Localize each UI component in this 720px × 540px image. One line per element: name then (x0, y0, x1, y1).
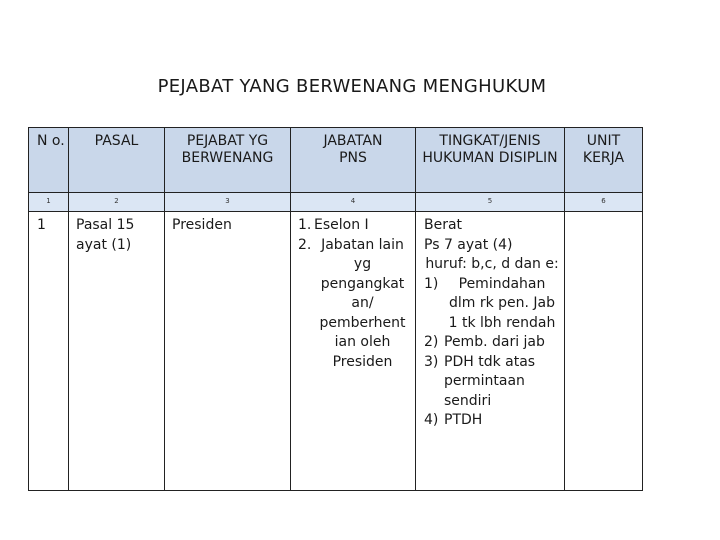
header-pasal: PASAL (94, 133, 139, 149)
tingkat-intro-line: Berat (424, 217, 463, 233)
tingkat-intro-line: Ps 7 ayat (4) (424, 236, 513, 253)
header-jabatan: JABATAN PNS (323, 133, 383, 166)
column-number: 3 (225, 197, 230, 205)
list-item (424, 411, 560, 431)
column-number: 6 (601, 197, 606, 205)
list-item (424, 275, 560, 334)
list-item (424, 333, 560, 353)
list-marker: 1) (424, 275, 439, 292)
jabatan-list (298, 216, 411, 372)
list-item (424, 353, 560, 412)
pasal-cell: Pasal 15 ayat (1) (76, 217, 135, 253)
list-item-text: PDH tdk atas permintaan sendiri (444, 353, 536, 409)
header-pejabat: PEJABAT YG BERWENANG (181, 133, 274, 166)
list-item-text: Jabatan lain yg pengangkat an/ pemberhent ian oleh Presiden (319, 236, 406, 370)
page-title: PEJABAT YANG BERWENANG MENGHUKUM (157, 76, 547, 97)
list-item (298, 236, 411, 373)
column-number: 5 (487, 197, 493, 205)
list-marker: 3) (424, 353, 439, 370)
list-item-text: PTDH (444, 412, 483, 428)
list-marker: 2) (424, 334, 439, 350)
number-row-divider (29, 211, 642, 212)
column-number: 4 (350, 197, 356, 205)
list-item-text: Pemb. dari jab (444, 334, 545, 350)
row-number: 1 (37, 217, 46, 233)
column-number: 1 (46, 197, 51, 205)
header-tingkat: TINGKAT/JENIS HUKUMAN DISIPLIN (422, 133, 558, 166)
tingkat-intro (424, 216, 560, 275)
column-number: 2 (114, 197, 119, 205)
discipline-authority-table (28, 127, 643, 491)
list-marker: 2. (298, 236, 312, 253)
header-unit: UNIT KERJA (582, 133, 625, 166)
list-item-text: Eselon I (314, 217, 369, 233)
jabatan-cell (291, 216, 415, 372)
list-item-text: Pemindahan dlm rk pen. Jab 1 tk lbh rendah (448, 275, 556, 331)
header-no: N o. (37, 133, 65, 149)
list-item (298, 216, 411, 236)
tingkat-list (424, 275, 560, 431)
list-marker: 4) (424, 412, 439, 428)
tingkat-intro-line: huruf: b,c, d dan e: (425, 256, 559, 272)
tingkat-cell (416, 216, 564, 431)
pejabat-cell: Presiden (172, 217, 232, 233)
list-marker: 1. (298, 217, 312, 233)
